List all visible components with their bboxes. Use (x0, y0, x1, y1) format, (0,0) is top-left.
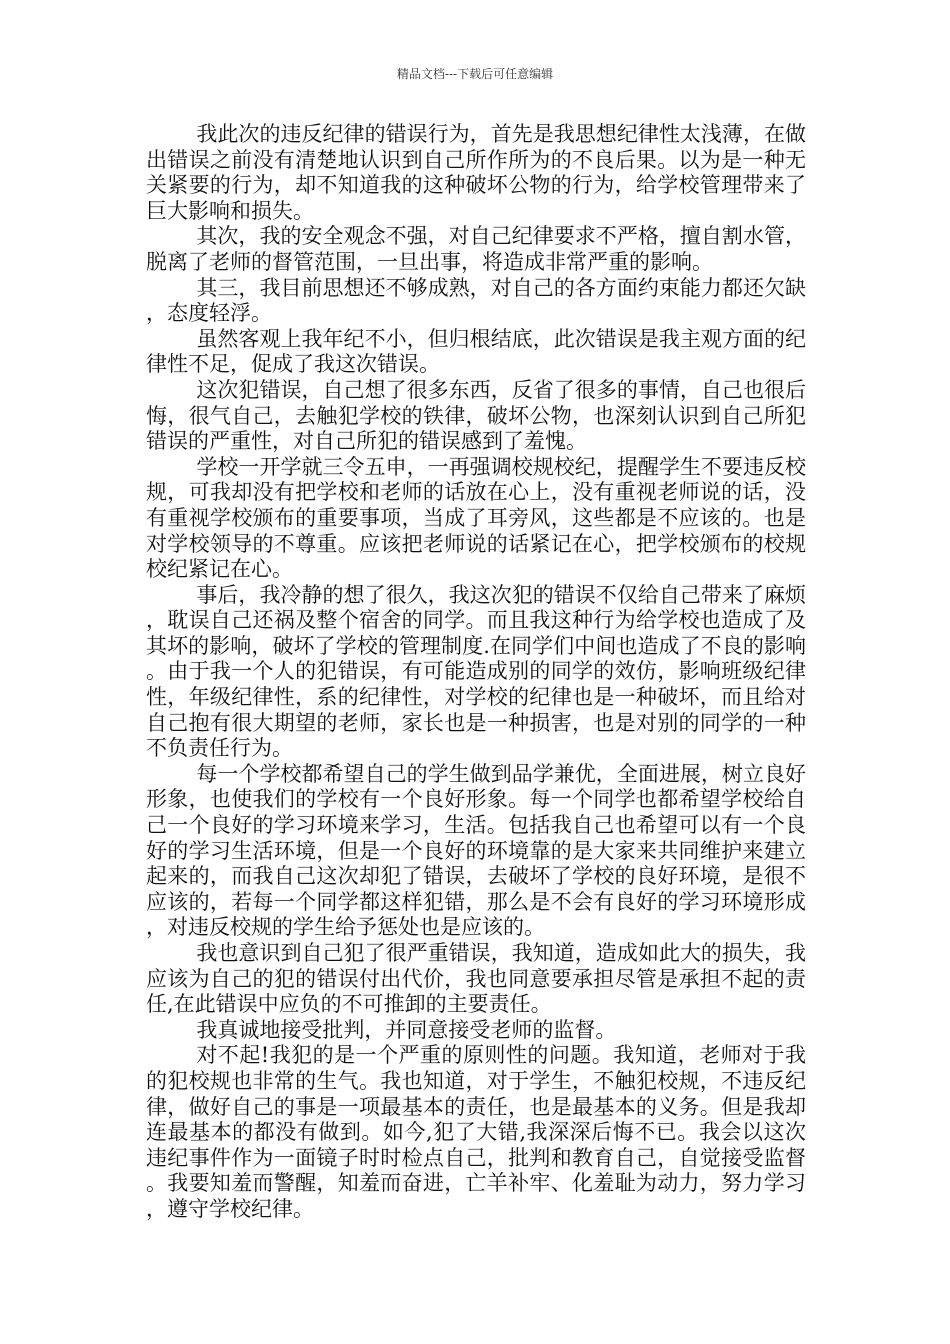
paragraph: 学校一开学就三令五申，一再强调校规校纪，提醒学生不要违反校规，可我却没有把学校和老师的话放在心上，没有重视老师说的话，没有重视学校颁布的重要事项，当成了耳旁风，这些都是不应该的。也是对学校领导的不尊重。应该把老师说的话紧记在心，把学校颁布的校规校纪紧记在心。 (146, 454, 806, 582)
document-body (146, 122, 806, 1223)
paragraph: 每一个学校都希望自己的学生做到品学兼优，全面进展，树立良好形象，也使我们的学校有一个良好形象。每一个同学也都希望学校给自己一个良好的学习环境来学习，生活。包括我自己也希望可以有一个良好的学习生活环境，但是一个良好的环境靠的是大家来共同维护来建立起来的，而我自己这次却犯了错误，去破坏了学校的良好环境，是很不应该的，若每一个同学都这样犯错，那么是不会有良好的学习环境形成，对违反校规的学生给予惩处也是应该的。 (146, 761, 806, 940)
paragraph: 其三，我目前思想还不够成熟，对自己的各方面约束能力都还欠缺，态度轻浮。 (146, 275, 806, 326)
paragraph: 事后，我冷静的想了很久，我这次犯的错误不仅给自己带来了麻烦，耽误自己还祸及整个宿舍的同学。而且我这种行为给学校也造成了及其坏的影响，破坏了学校的管理制度.在同学们中间也造成了不良的影响。由于我一个人的犯错误，有可能造成别的同学的效仿，影响班级纪律性，年级纪律性，系的纪律性，对学校的纪律也是一种破坏，而且给对自己抱有很大期望的老师，家长也是一种损害，也是对别的同学的一种不负责任行为。 (146, 582, 806, 761)
paragraph: 其次，我的安全观念不强，对自己纪律要求不严格，擅自割水管，脱离了老师的督管范围，一旦出事，将造成非常严重的影响。 (146, 224, 806, 274)
paragraph: 对不起!我犯的是一个严重的原则性的问题。我知道，老师对于我的犯校规也非常的生气。我也知道，对于学生，不触犯校规，不违反纪律，做好自己的事是一项最基本的责任，也是最基本的义务。但是我却连最基本的都没有做到。如今,犯了大错,我深深后悔不已。我会以这次违纪事件作为一面镜子时时检点自己，批判和教育自己，自觉接受监督。我要知羞而警醒，知羞而奋进，亡羊补牢、化羞耻为动力，努力学习，遵守学校纪律。 (146, 1043, 806, 1221)
paragraph: 这次犯错误，自己想了很多东西，反省了很多的事情，自己也很后悔，很气自己，去触犯学校的铁律，破坏公物，也深刻认识到自己所犯错误的严重性，对自己所犯的错误感到了羞愧。 (146, 377, 806, 454)
paragraph: 我也意识到自己犯了很严重错误，我知道，造成如此大的损失，我应该为自己的犯的错误付出代价，我也同意要承担尽管是承担不起的责任,在此错误中应负的不可推卸的主要责任。 (146, 941, 806, 1017)
page-header: 精品文档---下载后可任意编辑 (396, 67, 554, 81)
paragraph: 我此次的违反纪律的错误行为，首先是我思想纪律性太浅薄，在做出错误之前没有清楚地认识到自己所作所为的不良后果。以为是一种无关紧要的行为，却不知道我的这种破坏公物的行为，给学校管理带来了巨大影响和损失。 (146, 122, 806, 223)
paragraph: 我真诚地接受批判，并同意接受老师的监督。 (196, 1017, 617, 1042)
paragraph: 虽然客观上我年纪不小，但归根结底，此次错误是我主观方面的纪律性不足，促成了我这次错误。 (146, 326, 806, 377)
